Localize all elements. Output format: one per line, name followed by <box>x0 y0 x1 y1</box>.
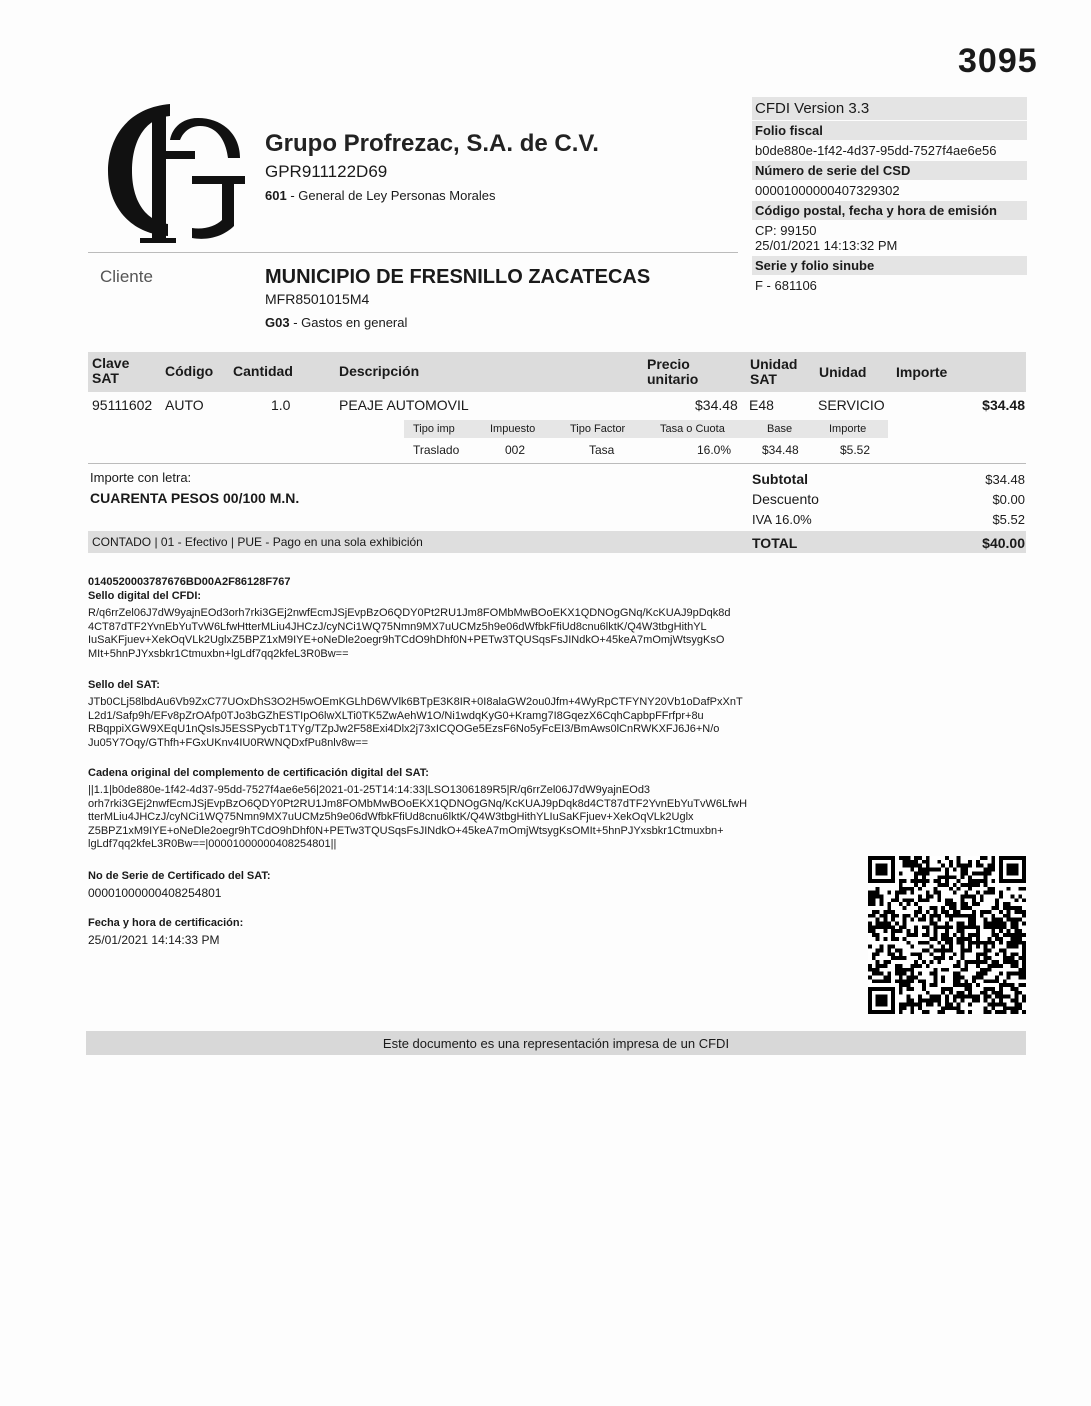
divider <box>88 463 1026 464</box>
sat-hex-id: 0140520003787676BD00A2F86128F767 <box>88 576 291 588</box>
tax-factor: Tasa <box>589 443 615 457</box>
cliente-uso-cfdi <box>265 315 407 330</box>
tax-col-base: Base <box>767 423 793 435</box>
row-precio: $34.48 <box>695 397 738 413</box>
importe-letra-label: Importe con letra: <box>90 470 192 485</box>
uso-desc: - Gastos en general <box>289 315 408 330</box>
iva-value: $5.52 <box>992 512 1025 527</box>
descuento-label: Descuento <box>752 491 819 507</box>
col-unidad-sat: Unidad SAT <box>750 356 798 387</box>
fecha-cert-value: 25/01/2021 14:14:33 PM <box>88 933 220 947</box>
subtotal-label: Subtotal <box>752 471 808 487</box>
row-unidad-sat: E48 <box>749 397 774 413</box>
row-importe: $34.48 <box>982 397 1025 413</box>
fecha-cert-label: Fecha y hora de certificación: <box>88 917 244 929</box>
row-descripcion: PEAJE AUTOMOVIL <box>339 397 469 413</box>
row-clave: 95111602 <box>92 397 153 413</box>
total-value: $40.00 <box>982 535 1025 551</box>
csd-value: 00001000000407329302 <box>755 183 900 198</box>
issuer-regimen <box>265 188 496 203</box>
tax-col-impuesto: Impuesto <box>490 423 536 435</box>
cadena-value: ||1.1|b0de880e-1f42-4d37-95dd-7527f4ae6e56|2021-01-25T14:14:33|LSO1306189R5|R/q6rrZel06J7dW9yajnEOd3 orh7rki3GEj2nwfEcmJSjEvpBzO6QDY0Pt2RU1Jm8FOMbMwBOoEKX1QDNOgGNq/KcKUAJ9pDqk8d4CT87dTF2YvnEbYuTvW6LfwH tterMLiu4JHCzJ/cyNCi1WQ75Nmn9MX7uUCMz5h9e06dWfbkFfiUd8cnu6lktK/Q4W3tbgHithYLIuSaKFjuev+XekOqVLk2Uglx Z5BPZ1xM9IYE+oNeDle2oegr9hTCdO9hDhf0N+PETw3TQUSqsFsJINdkO+45keA7mOmjWtsygKsOMIt+5hnPJYxsbkr1Ctmuxbn+ lgLdf7qq2kfeL3R0Bw==|00001000000408254801|| <box>88 784 748 851</box>
serie-value: F - 681106 <box>755 278 817 293</box>
handwritten-stamp-number: 3095 <box>958 42 1038 80</box>
regimen-code: 601 <box>265 188 287 203</box>
regimen-desc: - General de Ley Personas Morales <box>286 188 496 203</box>
col-descripcion: Descripción <box>339 363 420 379</box>
cliente-label: Cliente <box>100 267 153 286</box>
tax-subheader <box>404 420 888 438</box>
issuer-name: Grupo Profrezac, S.A. de C.V. <box>265 130 599 157</box>
cliente-rfc: MFR8501015M4 <box>265 291 370 307</box>
footer-text: Este documento es una representación impresa de un CFDI <box>382 1036 730 1051</box>
folio-fiscal-value: b0de880e-1f42-4d37-95dd-7527f4ae6e56 <box>755 143 997 158</box>
total-label: TOTAL <box>752 535 798 551</box>
row-cantidad: 1.0 <box>271 397 291 413</box>
col-precio-unitario: Precio unitario <box>647 356 699 387</box>
tax-base: $34.48 <box>762 443 799 457</box>
tax-importe: $5.52 <box>840 443 871 457</box>
fecha-emision-value: 25/01/2021 14:13:32 PM <box>755 238 898 253</box>
tax-col-importe: Importe <box>829 423 867 435</box>
uso-code: G03 <box>265 315 290 330</box>
csd-label: Número de serie del CSD <box>752 161 1027 180</box>
sello-cfdi-value: R/q6rrZel06J7dW9yajnEOd3orh7rki3GEj2nwfEcmJSjEvpBzO6QDY0Pt2RU1Jm8FOMbMwBOoEKX1QDNOgGNq/KcKUAJ9pDqk8d 4CT87dTF2YvnEbYuTvW6LfwHtterMLiu4JHCzJ/cyNCi1WQ75Nmn9MX7uUCMz5h9e06dWfbkFfiUd8cnu6lktK/Q4W3tbgHithYL IuSaKFjuev+XekOqVLk2UglxZ5BPZ1xM9IYE+oNeDle2oegr9hTCdO9hDhf0N+PETw3TQUSqsFsJINdkO+45keA7mOmjWtsygKsO MIt+5hnPJYxsbkr1Ctmuxbn+lgLdf7qq2kfeL3R0Bw== <box>88 607 731 660</box>
divider <box>88 252 738 253</box>
tax-tipo: Traslado <box>413 443 460 457</box>
cliente-name: MUNICIPIO DE FRESNILLO ZACATECAS <box>265 266 651 288</box>
payment-method: CONTADO | 01 - Efectivo | PUE - Pago en una sola exhibición <box>92 535 423 549</box>
table-header <box>88 352 1026 392</box>
company-logo <box>100 96 250 246</box>
serie-label: Serie y folio sinube <box>752 256 1027 275</box>
descuento-value: $0.00 <box>992 492 1025 507</box>
cadena-label: Cadena original del complemento de certificación digital del SAT: <box>88 767 429 779</box>
col-codigo: Código <box>165 363 214 379</box>
folio-fiscal-label: Folio fiscal <box>752 121 1027 140</box>
tax-col-tasa: Tasa o Cuota <box>660 423 725 435</box>
cp-value: CP: 99150 <box>755 223 817 238</box>
sello-sat-label: Sello del SAT: <box>88 679 160 691</box>
col-clave-sat: Clave SAT <box>92 355 130 386</box>
sello-sat-value: JTb0CLj58lbdAu6Vb9ZxC77UOxDhS3O2H5wOEmKGLhD6WVlk6BTpE3K8IR+0I8alaGW2ou0Jfm+4WyRpCTFYNY20Vb1oDafPxXnT L2d1/Safp9h/EFv8pZrOAfp0TJo3bGZhESTIpO6lwXLTi0TK5ZwAehW1O/Ni1wdqKyG0+Kramg7I8GqezX6CqhCapbpFFrfpr+8u RBqppiXGW9XEqU1nQsIsJ5ESSPycbT1TYg/TZpJw2F58Exi4Dlx2j73xICQOGe5EzsF6No5yFcEI3/BmAws0lCnRWKXFJ6J6+N/o Ju05Y7Oqy/GThfh+FGxUKnv4IU0RWNQDxfPu8nlv8w== <box>88 696 743 749</box>
sello-cfdi-label: Sello digital del CFDI: <box>88 590 202 602</box>
col-unidad: Unidad <box>819 364 867 380</box>
cfdi-info-panel <box>752 121 1027 296</box>
col-importe: Importe <box>896 364 948 380</box>
tax-col-factor: Tipo Factor <box>570 423 626 435</box>
iva-label: IVA 16.0% <box>752 512 812 527</box>
issuer-rfc: GPR911122D69 <box>265 162 388 181</box>
row-codigo: AUTO <box>165 397 204 413</box>
subtotal-value: $34.48 <box>985 472 1025 487</box>
qr-code <box>868 856 1026 1014</box>
serie-cert-label: No de Serie de Certificado del SAT: <box>88 870 271 882</box>
col-cantidad: Cantidad <box>233 363 293 379</box>
row-unidad: SERVICIO <box>818 397 885 413</box>
emision-label: Código postal, fecha y hora de emisión <box>752 201 1027 220</box>
cfdi-version: CFDI Version 3.3 <box>752 97 1027 120</box>
tax-impuesto: 002 <box>505 443 526 457</box>
importe-letra: CUARENTA PESOS 00/100 M.N. <box>90 490 300 506</box>
serie-cert-value: 00001000000408254801 <box>88 886 222 900</box>
tax-col-tipo: Tipo imp <box>413 423 455 435</box>
tax-tasa: 16.0% <box>697 443 732 457</box>
